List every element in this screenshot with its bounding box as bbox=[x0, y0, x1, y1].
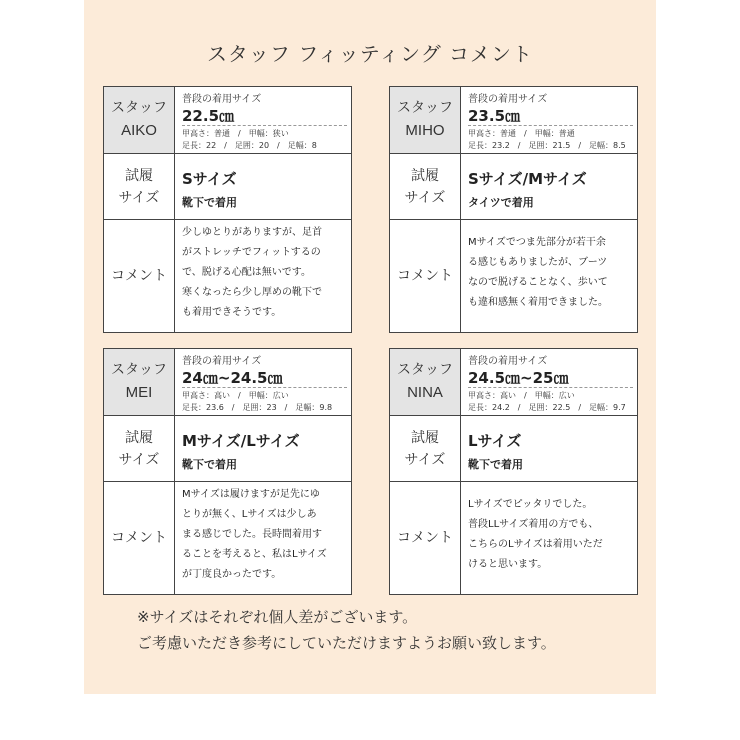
usual-size-row bbox=[390, 349, 637, 415]
staff-card-aiko bbox=[103, 86, 352, 333]
comment-line: も着用できそうです。 bbox=[182, 307, 282, 318]
comment-cell bbox=[182, 220, 347, 333]
foot-shape-text: 甲高さ：高い / 甲幅：広い bbox=[182, 391, 289, 400]
fitting-size-cell bbox=[468, 154, 633, 220]
staff-label: スタッフ bbox=[111, 99, 167, 116]
fitting-label-line2: サイズ bbox=[118, 190, 160, 206]
usual-size-row bbox=[104, 349, 351, 415]
staff-card-mei bbox=[103, 348, 352, 595]
usual-size-label: 普段の着用サイズ bbox=[182, 94, 262, 105]
fitting-label-line1: 試履 bbox=[125, 429, 153, 446]
comment-label: コメント bbox=[397, 268, 453, 285]
usual-size-value: 24㎝~24.5㎝ bbox=[182, 369, 283, 387]
dashed-divider bbox=[468, 125, 633, 126]
comment-line: なので脱げることなく、歩いて bbox=[468, 277, 608, 288]
comment-line: 少しゆとりがありますが、足首 bbox=[182, 227, 322, 238]
usual-size-cell bbox=[468, 349, 633, 415]
staff-label-cell bbox=[104, 349, 175, 415]
comment-row bbox=[104, 219, 351, 333]
comment-cell bbox=[468, 482, 633, 595]
dashed-divider bbox=[182, 387, 347, 388]
comment-row bbox=[390, 481, 637, 595]
fitting-label-cell bbox=[104, 416, 175, 482]
foot-measurements-text: 足長：22 / 足囲：20 / 足幅：8 bbox=[182, 141, 317, 150]
comment-line: 普段LLサイズ着用の方でも、 bbox=[468, 519, 599, 530]
usual-size-cell bbox=[468, 87, 633, 153]
usual-size-label: 普段の着用サイズ bbox=[468, 356, 548, 367]
fitting-size-value: Lサイズ bbox=[468, 432, 522, 450]
fitting-label-line2: サイズ bbox=[118, 452, 160, 468]
comment-line: Mサイズでつま先部分が若干余 bbox=[468, 237, 606, 248]
fitting-label-line2: サイズ bbox=[404, 452, 446, 468]
comment-line: けると思います。 bbox=[468, 559, 548, 570]
comment-line: ることを考えると、私はLサイズ bbox=[182, 549, 327, 560]
comment-line: とりが無く、Lサイズは少しあ bbox=[182, 509, 317, 520]
fitting-label-cell bbox=[104, 154, 175, 220]
fitting-note: タイツで着用 bbox=[468, 196, 534, 209]
foot-shape-text: 甲高さ：普通 / 甲幅：狭い bbox=[182, 129, 289, 138]
fitting-label-cell bbox=[390, 416, 461, 482]
comment-label-cell bbox=[390, 220, 461, 333]
staff-card-miho bbox=[389, 86, 638, 333]
comment-line: で、脱げる心配は無いです。 bbox=[182, 267, 311, 278]
fitting-size-row bbox=[390, 153, 637, 220]
comment-line: も違和感無く着用できました。 bbox=[468, 297, 608, 308]
staff-name: MIHO bbox=[405, 122, 445, 140]
staff-label-cell bbox=[104, 87, 175, 153]
foot-shape-text: 甲高さ：普通 / 甲幅：普通 bbox=[468, 129, 575, 138]
comment-line: Mサイズは履けますが足先にゆ bbox=[182, 489, 320, 500]
usual-size-row bbox=[390, 87, 637, 153]
fitting-size-value: Sサイズ bbox=[182, 170, 237, 188]
page-title: スタッフ フィッティング コメント bbox=[206, 42, 534, 66]
comment-line: こちらのLサイズは着用いただ bbox=[468, 539, 603, 550]
usual-size-value: 24.5㎝~25㎝ bbox=[468, 369, 569, 387]
fitting-size-cell bbox=[182, 416, 347, 482]
fitting-size-value: Mサイズ/Lサイズ bbox=[182, 432, 300, 450]
comment-line: 寒くなったら少し厚めの靴下で bbox=[182, 287, 322, 298]
foot-measurements-text: 足長：24.2 / 足囲：22.5 / 足幅：9.7 bbox=[468, 403, 626, 412]
fitting-label-line1: 試履 bbox=[411, 429, 439, 446]
fitting-note: 靴下で着用 bbox=[182, 458, 237, 471]
comment-line: がストレッチでフィットするの bbox=[182, 247, 321, 258]
usual-size-label: 普段の着用サイズ bbox=[182, 356, 262, 367]
usual-size-value: 22.5㎝ bbox=[182, 107, 235, 125]
fitting-note: 靴下で着用 bbox=[468, 458, 523, 471]
fitting-label-line2: サイズ bbox=[404, 190, 446, 206]
dashed-divider bbox=[182, 125, 347, 126]
usual-size-label: 普段の着用サイズ bbox=[468, 94, 548, 105]
foot-shape-text: 甲高さ：高い / 甲幅：広い bbox=[468, 391, 575, 400]
usual-size-cell bbox=[182, 349, 347, 415]
foot-measurements-text: 足長：23.2 / 足囲：21.5 / 足幅：8.5 bbox=[468, 141, 626, 150]
foot-measurements-text: 足長：23.6 / 足囲：23 / 足幅：9.8 bbox=[182, 403, 333, 412]
fitting-size-row bbox=[104, 153, 351, 220]
staff-name: AIKO bbox=[121, 122, 157, 140]
comment-label-cell bbox=[390, 482, 461, 595]
comment-line: Lサイズでピッタリでした。 bbox=[468, 499, 593, 510]
staff-card-nina bbox=[389, 348, 638, 595]
comment-label: コメント bbox=[111, 530, 167, 547]
fitting-label-line1: 試履 bbox=[411, 167, 439, 184]
fitting-note: 靴下で着用 bbox=[182, 196, 237, 209]
comment-cell bbox=[182, 482, 347, 595]
fitting-size-cell bbox=[182, 154, 347, 220]
fitting-size-row bbox=[390, 415, 637, 482]
usual-size-value: 23.5㎝ bbox=[468, 107, 521, 125]
comment-cell bbox=[468, 220, 633, 333]
fitting-label-line1: 試履 bbox=[125, 167, 153, 184]
staff-label: スタッフ bbox=[397, 99, 453, 116]
fitting-label-cell bbox=[390, 154, 461, 220]
note-line-2: ご考慮いただき参考にしていただけますようお願い致します。 bbox=[137, 634, 556, 652]
comment-line: まる感じでした。長時間着用す bbox=[182, 529, 322, 540]
comment-label: コメント bbox=[111, 268, 167, 285]
fitting-size-cell bbox=[468, 416, 633, 482]
staff-name: MEI bbox=[125, 384, 153, 402]
comment-label: コメント bbox=[397, 530, 453, 547]
usual-size-row bbox=[104, 87, 351, 153]
staff-label-cell bbox=[390, 349, 461, 415]
note-line-1: ※サイズはそれぞれ個人差がございます。 bbox=[137, 608, 418, 626]
fitting-size-row bbox=[104, 415, 351, 482]
staff-label: スタッフ bbox=[397, 361, 453, 378]
comment-label-cell bbox=[104, 482, 175, 595]
comment-row bbox=[390, 219, 637, 333]
usual-size-cell bbox=[182, 87, 347, 153]
staff-label-cell bbox=[390, 87, 461, 153]
staff-label: スタッフ bbox=[111, 361, 167, 378]
comment-row bbox=[104, 481, 351, 595]
comment-line: る感じもありましたが、ブーツ bbox=[468, 257, 608, 268]
dashed-divider bbox=[468, 387, 633, 388]
comment-label-cell bbox=[104, 220, 175, 333]
comment-line: が丁度良かったです。 bbox=[182, 569, 282, 580]
staff-name: NINA bbox=[407, 384, 443, 402]
fitting-size-value: Sサイズ/Mサイズ bbox=[468, 170, 587, 188]
